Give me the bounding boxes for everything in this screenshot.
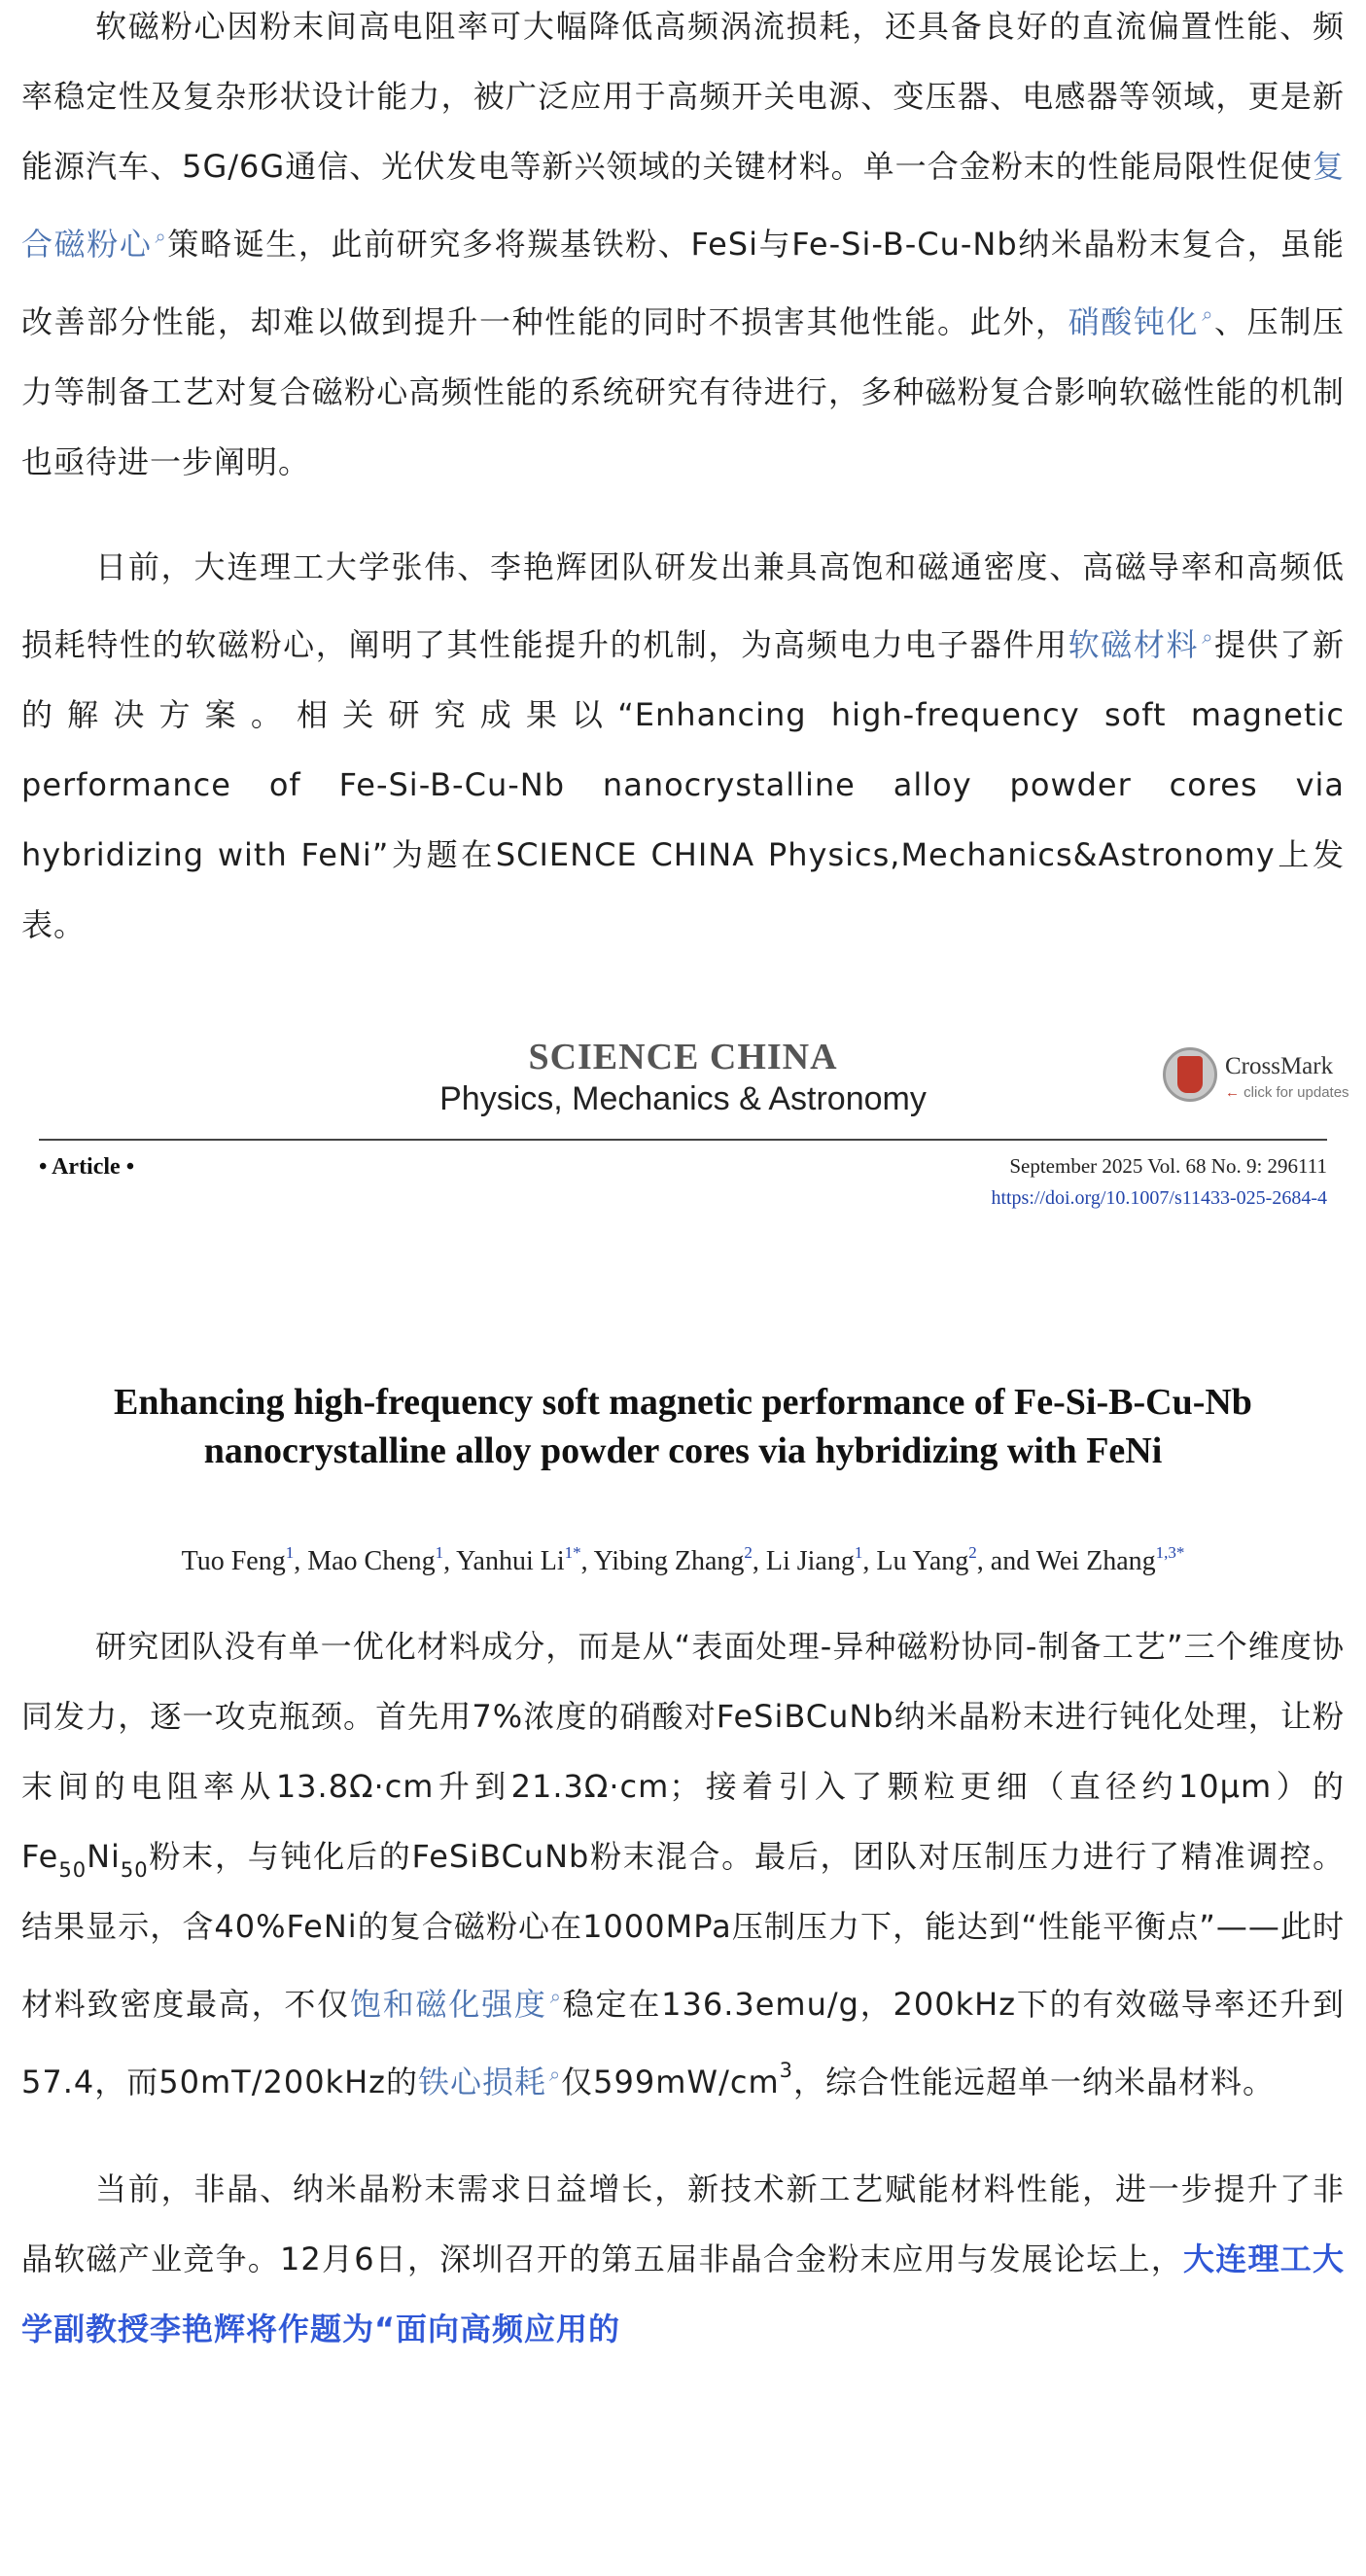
author-affiliation: 1* [564, 1543, 581, 1562]
author-affiliation: 1 [854, 1543, 863, 1562]
author-affiliation: 2 [968, 1543, 977, 1562]
arrow-icon: ← [1225, 1084, 1240, 1101]
text-run: Ni [87, 1838, 121, 1875]
author-separator: , [752, 1546, 766, 1576]
keyword-label: 软磁材料 [1068, 626, 1200, 663]
author-name: Lu Yang [876, 1546, 969, 1576]
keyword-label: 硝酸钝化 [1068, 303, 1200, 340]
text-run: 当前，非晶、纳米晶粉末需求日益增长，新技术新工艺赋能材料性能，进一步提升了非晶软磁产业竞争。12月6日，深圳召开的第五届非晶合金粉末应用与发展论坛上， [21, 2170, 1345, 2277]
paper-title: Enhancing high-frequency soft magnetic performance of Fe-Si-B-Cu-Nb nanocrystalline alloy powder cores via hybridizing with FeNi [114, 1382, 1252, 1471]
author-name: Yibing Zhang [593, 1546, 745, 1576]
issue-info: September 2025 Vol. 68 No. 9: 296111 [1009, 1154, 1327, 1178]
text-run: 仅599mW/cm [561, 2064, 780, 2100]
keyword-label: 复合磁粉心 [21, 148, 1345, 263]
text-run: 策略诞生，此前研究多将羰基铁粉、FeSi与Fe-Si-B-Cu-Nb纳米晶粉末复合，虽能改善部分性能，却难以做到提升一种性能的同时不损害其他性能。此外， [21, 226, 1345, 340]
header-rule [39, 1139, 1327, 1141]
keyword-label: 铁心损耗 [417, 2064, 546, 2100]
crossmark-label: CrossMark [1225, 1053, 1334, 1079]
subscript: 50 [120, 1858, 149, 1882]
paragraph-industry-outlook [21, 2154, 1345, 2364]
superscript: 3 [779, 2059, 793, 2082]
article-type-tag: • Article • [39, 1154, 135, 1180]
author-name: Mao Cheng [307, 1546, 436, 1576]
text-run: 日前，大连理工大学张伟、李艳辉团队研发出兼具高饱和磁通密度、高磁导率和高频低损耗特性的软磁粉心，阐明了其性能提升的机制，为高频电力电子器件用 [21, 548, 1345, 663]
keyword-link-soft-magnetic-material[interactable] [1068, 626, 1214, 663]
author-separator: , [443, 1546, 457, 1576]
forum-talk-link[interactable]: 大连理工大学副教授李艳辉将作题为“面向高频应用的 [21, 2241, 1345, 2347]
author-affiliation: 1 [435, 1543, 444, 1562]
author-name: Yanhui Li [456, 1546, 565, 1576]
text-run: 、压制压力等制备工艺对复合磁粉心高频性能的系统研究有待进行，多种磁粉复合影响软磁性能的机制也亟待进一步阐明。 [21, 303, 1345, 480]
keyword-link-nitric-passivation[interactable] [1068, 303, 1214, 340]
keyword-link-core-loss[interactable] [418, 2064, 561, 2100]
author-affiliation: 1,3* [1155, 1543, 1185, 1562]
paragraph-method-results [21, 1611, 1345, 2117]
journal-subtitle: Physics, Mechanics & Astronomy [439, 1080, 927, 1117]
search-icon: ⌕ [155, 225, 167, 248]
text-run: ，综合性能远超单一纳米晶材料。 [793, 2064, 1276, 2100]
author-name: Tuo Feng [181, 1546, 286, 1576]
journal-name: SCIENCE CHINA [528, 1037, 838, 1077]
paper-header-figure [21, 999, 1349, 1611]
text-run: 软磁粉心因粉末间高电阻率可大幅降低高频涡流损耗，还具备良好的直流偏置性能、频率稳定性及复杂形状设计能力，被广泛应用于高频开关电源、变压器、电感器等领域，更是新能源汽车、5G/6G通信、光伏发电等新兴领域的关键材料。单一合金粉末的性能局限性促使 [21, 8, 1345, 185]
author-separator: , and [976, 1546, 1036, 1576]
search-icon: ⌕ [1202, 625, 1214, 649]
search-icon: ⌕ [548, 2063, 562, 2086]
author-list [21, 1543, 1345, 1577]
author-separator: , [580, 1546, 594, 1576]
subscript: 50 [58, 1858, 88, 1882]
author-affiliation: 2 [744, 1543, 753, 1562]
paragraph-intro [21, 0, 1345, 497]
keyword-label: 饱和磁化强度 [349, 1986, 547, 2023]
author-separator: , [862, 1546, 877, 1576]
search-icon: ⌕ [549, 1985, 562, 2008]
author-affiliation: 1 [285, 1543, 295, 1562]
keyword-link-saturation-magnetization[interactable] [350, 1986, 562, 2023]
paragraph-research-announcement [21, 532, 1345, 960]
text-run: 提供了新的解决方案。相关研究成果以“Enhancing high-frequency soft magnetic performance of Fe-Si-B-Cu-Nb nanocrystalline alloy powder cores via hybridizing with FeNi”为题在SCIENCE CHINA Physics,Mechanics&Astronomy上发表。 [21, 626, 1345, 943]
author-separator: , [294, 1546, 308, 1576]
search-icon: ⌕ [1202, 302, 1214, 326]
crossmark-icon [1163, 1047, 1217, 1102]
article-body [21, 0, 1349, 2364]
doi-link[interactable]: https://doi.org/10.1007/s11433-025-2684-4 [991, 1187, 1327, 1209]
text-run: 研究团队没有单一优化材料成分，而是从“表面处理-异种磁粉协同-制备工艺”三个维度协同发力，逐一攻克瓶颈。首先用7%浓度的硝酸对FeSiBCuNb纳米晶粉末进行钝化处理，让粉末间的电阻率从13.8Ω·cm升到21.3Ω·cm；接着引入了颗粒更细（直径约10μm）的Fe [21, 1628, 1345, 1875]
author-name: Wei Zhang [1035, 1546, 1156, 1576]
crossmark-sub [1225, 1084, 1349, 1101]
text-run: 粉末，与钝化后的FeSiBCuNb粉末混合。最后，团队对压制压力进行了精准调控。结果显示，含40%FeNi的复合磁粉心在1000MPa压制压力下，能达到“性能平衡点”——此时材料致密度最高，不仅 [21, 1838, 1345, 2023]
crossmark-sub-label: click for updates [1243, 1084, 1349, 1101]
crossmark-badge[interactable] [1139, 1047, 1363, 1115]
author-name: Li Jiang [765, 1546, 855, 1576]
text-run: 稳定在136.3emu/g，200kHz下的有效磁导率还升到57.4，而50mT/200kHz的 [21, 1986, 1345, 2100]
